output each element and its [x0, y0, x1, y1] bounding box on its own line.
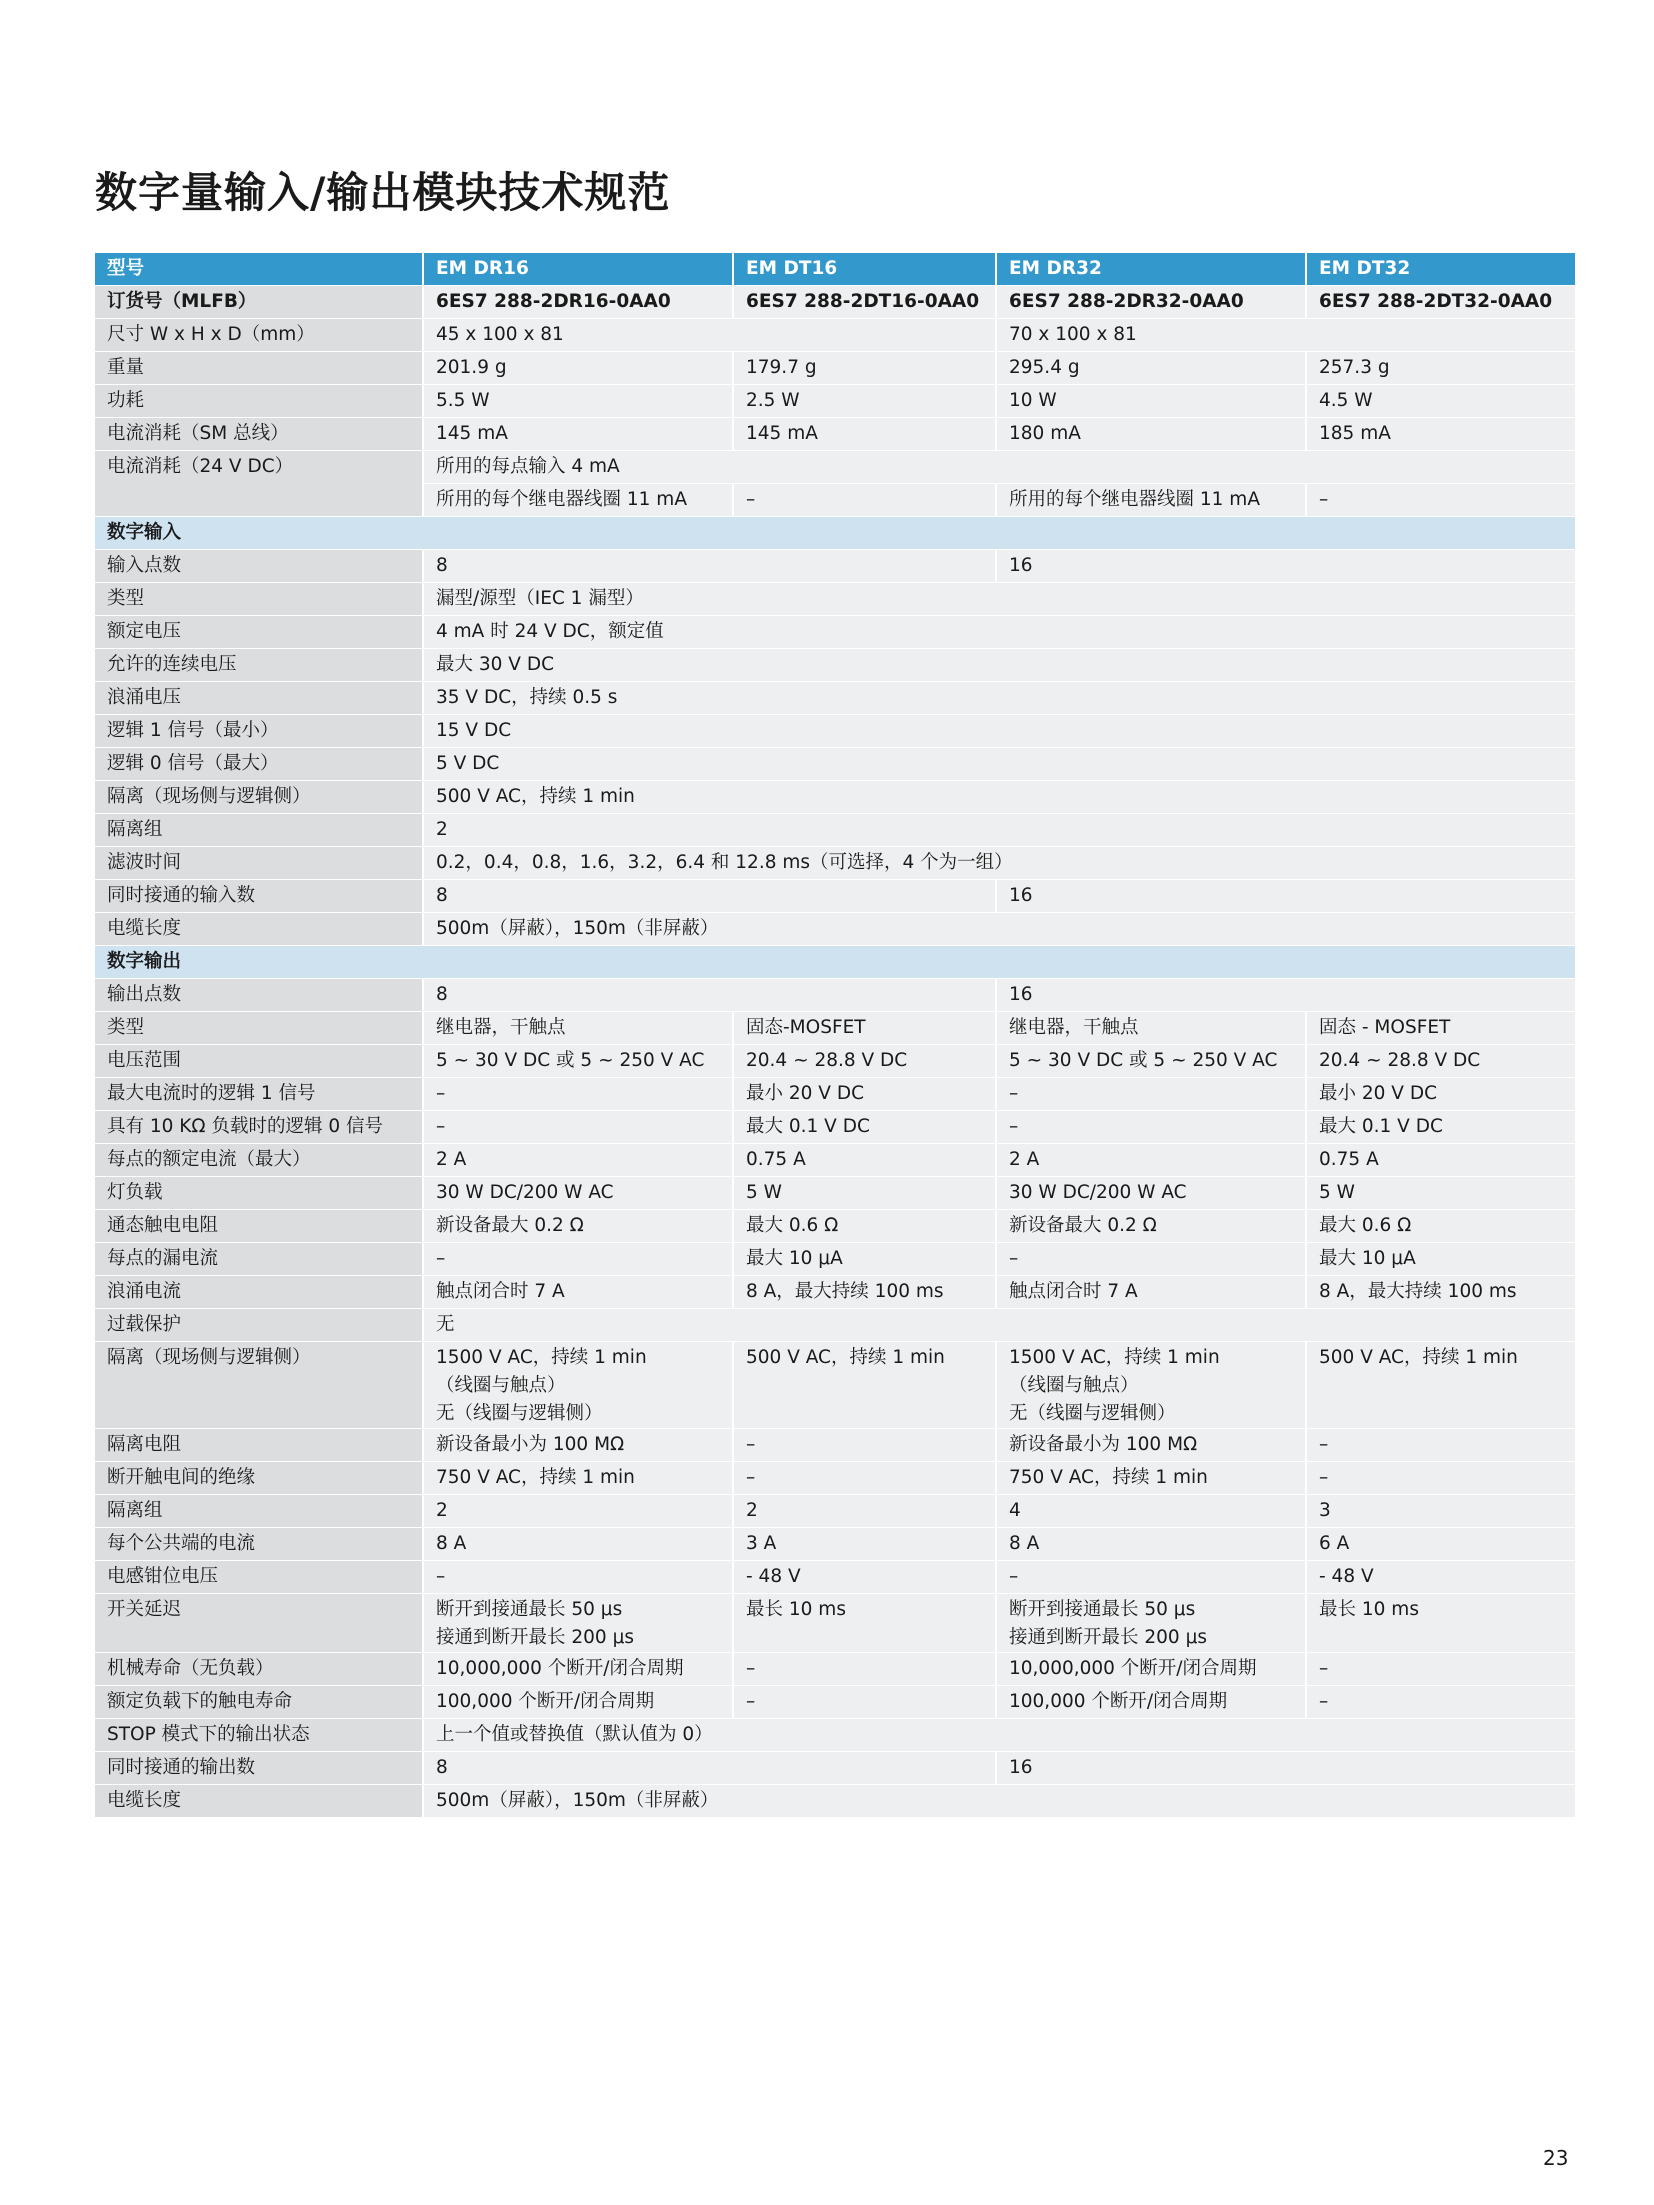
section-digital-input: [95, 517, 1575, 550]
row-label: 隔离（现场侧与逻辑侧）: [95, 781, 423, 814]
cell: –: [1306, 1462, 1575, 1495]
cell: 所用的每个继电器线圈 11 mA: [996, 484, 1306, 517]
table-row-mech-life: [95, 1653, 1575, 1686]
cell: 257.3 g: [1306, 352, 1575, 385]
cell: 145 mA: [733, 418, 996, 451]
section-title: 数字输出: [95, 946, 1575, 979]
cell: –: [1306, 1429, 1575, 1462]
table-row-logic1-max: [95, 1078, 1575, 1111]
cell: 8: [423, 979, 996, 1012]
row-label: 输入点数: [95, 550, 423, 583]
cell: 6ES7 288-2DT16-0AA0: [733, 286, 996, 319]
table-row-current-sm: [95, 418, 1575, 451]
table-row-on-resistance: [95, 1210, 1575, 1243]
cell: 无: [423, 1309, 1575, 1342]
table-row-cont-voltage: [95, 649, 1575, 682]
cell: 5.5 W: [423, 385, 733, 418]
cell: 最大 0.6 Ω: [1306, 1210, 1575, 1243]
cell: 10 W: [996, 385, 1306, 418]
row-label: 隔离组: [95, 1495, 423, 1528]
cell: 3 A: [733, 1528, 996, 1561]
table-row-input-type: [95, 583, 1575, 616]
cell: 漏型/源型（IEC 1 漏型）: [423, 583, 1575, 616]
cell: –: [1306, 484, 1575, 517]
cell-line: 1500 V AC，持续 1 min: [436, 1347, 647, 1368]
table-header-row: [95, 253, 1575, 286]
row-label: 通态触电电阻: [95, 1210, 423, 1243]
cell: 3: [1306, 1495, 1575, 1528]
cell: 6ES7 288-2DT32-0AA0: [1306, 286, 1575, 319]
cell: [996, 1594, 1306, 1653]
row-label: 电缆长度: [95, 913, 423, 946]
cell: 2 A: [423, 1144, 733, 1177]
header-label: 型号: [95, 253, 423, 286]
cell: 4: [996, 1495, 1306, 1528]
cell: –: [733, 1653, 996, 1686]
cell: 触点闭合时 7 A: [996, 1276, 1306, 1309]
cell: 8: [423, 1752, 996, 1785]
cell: 触点闭合时 7 A: [423, 1276, 733, 1309]
cell: 所用的每个继电器线圈 11 mA: [423, 484, 733, 517]
table-row-logic0: [95, 748, 1575, 781]
cell: 最大 0.6 Ω: [733, 1210, 996, 1243]
section-title: 数字输入: [95, 517, 1575, 550]
cell: –: [733, 484, 996, 517]
row-label: 机械寿命（无负载）: [95, 1653, 423, 1686]
row-label: 类型: [95, 583, 423, 616]
cell: 2: [423, 1495, 733, 1528]
cell-line: 接通到断开最长 200 μs: [436, 1627, 634, 1648]
cell: –: [733, 1429, 996, 1462]
table-row-stop-state: [95, 1719, 1575, 1752]
cell: 16: [996, 880, 1575, 913]
model-em-dt16: EM DT16: [733, 253, 996, 286]
table-row-input-cable: [95, 913, 1575, 946]
cell: 20.4 ~ 28.8 V DC: [1306, 1045, 1575, 1078]
row-label: STOP 模式下的输出状态: [95, 1719, 423, 1752]
page-title: 数字量输入/输出模块技术规范: [95, 168, 671, 217]
cell-line: （线圈与触点）: [1009, 1375, 1139, 1396]
cell: 新设备最大 0.2 Ω: [423, 1210, 733, 1243]
cell: 最长 10 ms: [733, 1594, 996, 1653]
row-label: 隔离（现场侧与逻辑侧）: [95, 1342, 423, 1429]
cell: 0.2，0.4，0.8，1.6，3.2，6.4 和 12.8 ms（可选择，4 个为一组）: [423, 847, 1575, 880]
table-row-input-points: [95, 550, 1575, 583]
row-label: 具有 10 KΩ 负载时的逻辑 0 信号: [95, 1111, 423, 1144]
cell: 6 A: [1306, 1528, 1575, 1561]
table-row-output-iso-groups: [95, 1495, 1575, 1528]
cell: 8 A: [996, 1528, 1306, 1561]
table-row-common-current: [95, 1528, 1575, 1561]
row-label: 每点的漏电流: [95, 1243, 423, 1276]
cell: –: [1306, 1653, 1575, 1686]
table-row-order-number: [95, 286, 1575, 319]
row-label: 额定电压: [95, 616, 423, 649]
table-row-surge-voltage: [95, 682, 1575, 715]
row-label: 电压范围: [95, 1045, 423, 1078]
cell: –: [423, 1078, 733, 1111]
row-label: 允许的连续电压: [95, 649, 423, 682]
cell: 最大 10 μA: [733, 1243, 996, 1276]
cell: 500 V AC，持续 1 min: [1306, 1342, 1575, 1429]
cell: 2: [423, 814, 1575, 847]
cell: 继电器，干触点: [996, 1012, 1306, 1045]
cell: 2.5 W: [733, 385, 996, 418]
row-label: 同时接通的输入数: [95, 880, 423, 913]
cell: –: [423, 1561, 733, 1594]
cell: 45 x 100 x 81: [423, 319, 996, 352]
cell: 185 mA: [1306, 418, 1575, 451]
cell: 新设备最小为 100 MΩ: [996, 1429, 1306, 1462]
cell: 8 A: [423, 1528, 733, 1561]
cell: 750 V AC，持续 1 min: [423, 1462, 733, 1495]
row-label: 额定负载下的触电寿命: [95, 1686, 423, 1719]
cell: 最大 0.1 V DC: [1306, 1111, 1575, 1144]
cell: 10,000,000 个断开/闭合周期: [423, 1653, 733, 1686]
cell: 6ES7 288-2DR16-0AA0: [423, 286, 733, 319]
cell: 16: [996, 1752, 1575, 1785]
cell-line: 1500 V AC，持续 1 min: [1009, 1347, 1220, 1368]
cell: 100,000 个断开/闭合周期: [996, 1686, 1306, 1719]
cell: –: [996, 1561, 1306, 1594]
cell: 500m（屏蔽），150m（非屏蔽）: [423, 1785, 1575, 1818]
cell: [423, 1594, 733, 1653]
table-row-logic0-10k: [95, 1111, 1575, 1144]
row-label: 逻辑 0 信号（最大）: [95, 748, 423, 781]
table-row-size: [95, 319, 1575, 352]
cell: 500 V AC，持续 1 min: [733, 1342, 996, 1429]
row-label: 同时接通的输出数: [95, 1752, 423, 1785]
cell: 8: [423, 880, 996, 913]
cell: 100,000 个断开/闭合周期: [423, 1686, 733, 1719]
table-row-voltage-range: [95, 1045, 1575, 1078]
model-em-dr16: EM DR16: [423, 253, 733, 286]
cell: 2 A: [996, 1144, 1306, 1177]
row-label: 过载保护: [95, 1309, 423, 1342]
table-row-clamp: [95, 1561, 1575, 1594]
row-label: 功耗: [95, 385, 423, 418]
table-row-output-simultaneous: [95, 1752, 1575, 1785]
row-label: 输出点数: [95, 979, 423, 1012]
cell: 8 A，最大持续 100 ms: [733, 1276, 996, 1309]
row-label: 滤波时间: [95, 847, 423, 880]
cell: 30 W DC/200 W AC: [423, 1177, 733, 1210]
cell-line: 接通到断开最长 200 μs: [1009, 1627, 1207, 1648]
cell: 最小 20 V DC: [733, 1078, 996, 1111]
cell: 最长 10 ms: [1306, 1594, 1575, 1653]
table-row-open-contact: [95, 1462, 1575, 1495]
cell: [996, 1342, 1306, 1429]
cell: –: [996, 1111, 1306, 1144]
cell: 30 W DC/200 W AC: [996, 1177, 1306, 1210]
cell-line: 无（线圈与逻辑侧）: [436, 1403, 603, 1424]
cell: 15 V DC: [423, 715, 1575, 748]
model-em-dr32: EM DR32: [996, 253, 1306, 286]
cell: 500m（屏蔽），150m（非屏蔽）: [423, 913, 1575, 946]
cell: 295.4 g: [996, 352, 1306, 385]
cell: 5 ~ 30 V DC 或 5 ~ 250 V AC: [996, 1045, 1306, 1078]
cell: 4 mA 时 24 V DC，额定值: [423, 616, 1575, 649]
row-label: 浪涌电流: [95, 1276, 423, 1309]
cell: 2: [733, 1495, 996, 1528]
section-digital-output: [95, 946, 1575, 979]
row-label: 每点的额定电流（最大）: [95, 1144, 423, 1177]
row-label: 隔离电阻: [95, 1429, 423, 1462]
cell: 5 W: [733, 1177, 996, 1210]
row-label: 尺寸 W x H x D（mm）: [95, 319, 423, 352]
spec-table: [95, 253, 1575, 1818]
page-number: 23: [1543, 2146, 1569, 2170]
cell-line: 断开到接通最长 50 μs: [1009, 1599, 1196, 1620]
cell: 6ES7 288-2DR32-0AA0: [996, 286, 1306, 319]
table-row-lamp-load: [95, 1177, 1575, 1210]
cell: 固态-MOSFET: [733, 1012, 996, 1045]
cell: 10,000,000 个断开/闭合周期: [996, 1653, 1306, 1686]
cell: 新设备最大 0.2 Ω: [996, 1210, 1306, 1243]
cell: 最大 30 V DC: [423, 649, 1575, 682]
table-row-filter: [95, 847, 1575, 880]
cell: –: [996, 1243, 1306, 1276]
table-row-switch-delay: [95, 1594, 1575, 1653]
cell: 最大 10 μA: [1306, 1243, 1575, 1276]
row-label: 最大电流时的逻辑 1 信号: [95, 1078, 423, 1111]
cell: 145 mA: [423, 418, 733, 451]
cell: 16: [996, 550, 1575, 583]
row-label: 电缆长度: [95, 1785, 423, 1818]
cell: 最大 0.1 V DC: [733, 1111, 996, 1144]
cell: - 48 V: [733, 1561, 996, 1594]
cell: 500 V AC，持续 1 min: [423, 781, 1575, 814]
cell: 0.75 A: [733, 1144, 996, 1177]
cell: 0.75 A: [1306, 1144, 1575, 1177]
cell: - 48 V: [1306, 1561, 1575, 1594]
model-em-dt32: EM DT32: [1306, 253, 1575, 286]
cell: –: [996, 1078, 1306, 1111]
table-row-current-24v: [95, 451, 1575, 484]
cell: 8: [423, 550, 996, 583]
cell: –: [733, 1462, 996, 1495]
cell: –: [423, 1243, 733, 1276]
row-label: 灯负载: [95, 1177, 423, 1210]
table-row-contact-life: [95, 1686, 1575, 1719]
table-row-input-simultaneous: [95, 880, 1575, 913]
cell: [423, 1342, 733, 1429]
cell: 5 ~ 30 V DC 或 5 ~ 250 V AC: [423, 1045, 733, 1078]
cell: 70 x 100 x 81: [996, 319, 1575, 352]
table-row-output-cable: [95, 1785, 1575, 1818]
cell: 201.9 g: [423, 352, 733, 385]
cell: 180 mA: [996, 418, 1306, 451]
table-row-output-type: [95, 1012, 1575, 1045]
table-row-output-points: [95, 979, 1575, 1012]
cell: 4.5 W: [1306, 385, 1575, 418]
cell: 5 V DC: [423, 748, 1575, 781]
cell: 16: [996, 979, 1575, 1012]
cell: 继电器，干触点: [423, 1012, 733, 1045]
cell: –: [1306, 1686, 1575, 1719]
table-row-surge-current: [95, 1276, 1575, 1309]
cell: 上一个值或替换值（默认值为 0）: [423, 1719, 1575, 1752]
row-label: 类型: [95, 1012, 423, 1045]
cell: 5 W: [1306, 1177, 1575, 1210]
table-row-leakage: [95, 1243, 1575, 1276]
cell: –: [733, 1686, 996, 1719]
cell: 20.4 ~ 28.8 V DC: [733, 1045, 996, 1078]
row-label: 重量: [95, 352, 423, 385]
row-label: 每个公共端的电流: [95, 1528, 423, 1561]
cell-line: 断开到接通最长 50 μs: [436, 1599, 623, 1620]
table-row-input-isolation: [95, 781, 1575, 814]
cell: 最小 20 V DC: [1306, 1078, 1575, 1111]
row-label: 断开触电间的绝缘: [95, 1462, 423, 1495]
row-label: 订货号（MLFB）: [95, 286, 423, 319]
table-row-overload: [95, 1309, 1575, 1342]
cell: 所用的每点输入 4 mA: [423, 451, 1575, 484]
row-label: 电流消耗（SM 总线）: [95, 418, 423, 451]
table-row-power: [95, 385, 1575, 418]
row-label: 电感钳位电压: [95, 1561, 423, 1594]
table-row-rated-current: [95, 1144, 1575, 1177]
row-label: 逻辑 1 信号（最小）: [95, 715, 423, 748]
cell: 固态 - MOSFET: [1306, 1012, 1575, 1045]
cell: 新设备最小为 100 MΩ: [423, 1429, 733, 1462]
row-label: 开关延迟: [95, 1594, 423, 1653]
table-row-logic1: [95, 715, 1575, 748]
table-row-rated-voltage: [95, 616, 1575, 649]
row-label: 电流消耗（24 V DC）: [95, 451, 423, 517]
cell-line: 无（线圈与逻辑侧）: [1009, 1403, 1176, 1424]
cell: –: [423, 1111, 733, 1144]
cell: 8 A，最大持续 100 ms: [1306, 1276, 1575, 1309]
row-label: 隔离组: [95, 814, 423, 847]
cell-line: （线圈与触点）: [436, 1375, 566, 1396]
cell: 750 V AC，持续 1 min: [996, 1462, 1306, 1495]
table-row-input-iso-groups: [95, 814, 1575, 847]
row-label: 浪涌电压: [95, 682, 423, 715]
table-row-output-isolation: [95, 1342, 1575, 1429]
cell: 35 V DC，持续 0.5 s: [423, 682, 1575, 715]
cell: 179.7 g: [733, 352, 996, 385]
table-row-weight: [95, 352, 1575, 385]
table-row-iso-resistance: [95, 1429, 1575, 1462]
